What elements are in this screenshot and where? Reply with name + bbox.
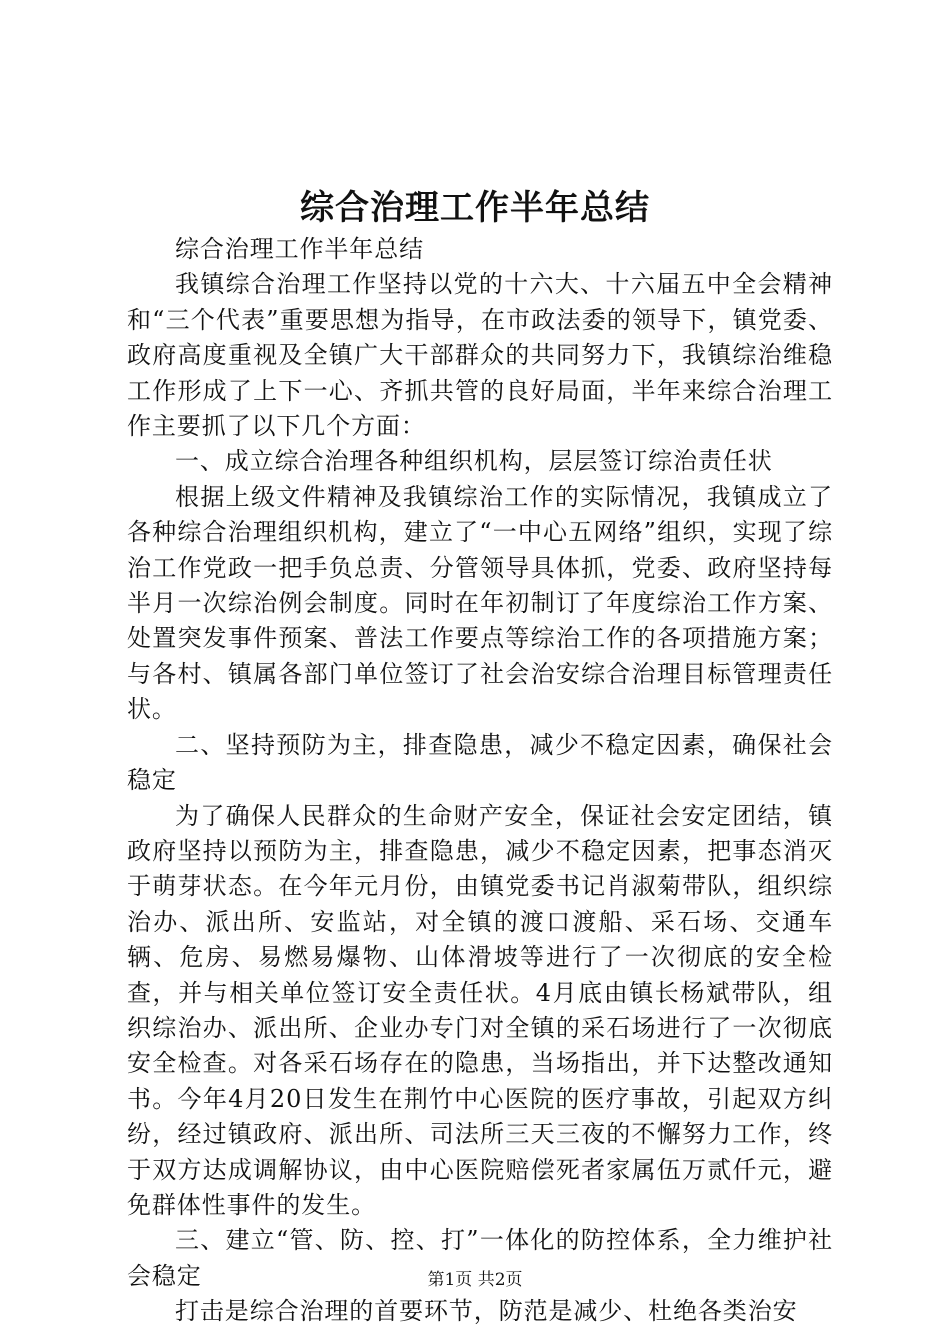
intro-paragraph: 我镇综合治理工作坚持以党的十六大、十六届五中全会精神和“三个代表”重要思想为指导，在市政法委的领导下，镇党委、政府高度重视及全镇广大干部群众的共同努力下，我镇综治维稳工作形成了上下一心、齐抓共管的良好局面，半年来综合治理工作主要抓了以下几个方面：: [127, 270, 833, 441]
section-heading-2: 二、坚持预防为主，排查隐患，减少不稳定因素，确保社会稳定: [127, 730, 833, 795]
section-heading-1: 一、成立综合治理各种组织机构，层层签订综治责任状: [175, 447, 773, 476]
document-title: 综合治理工作半年总结: [300, 188, 650, 228]
section-body-3: 打击是综合治理的首要环节，防范是减少、杜绝各类治安: [175, 1297, 798, 1326]
subtitle-paragraph: 综合治理工作半年总结: [175, 235, 424, 263]
document-body: [127, 232, 833, 1330]
page-number-footer: 第1页 共2页: [427, 1270, 523, 1290]
section-body-2: 为了确保人民群众的生命财产安全，保证社会安定团结，镇政府坚持以预防为主，排查隐患，减少不稳定因素，把事态消灭于萌芽状态。在今年元月份，由镇党委书记肖淑菊带队，组织综治办、派出所、安监站，对全镇的渡口渡船、采石场、交通车辆、危房、易燃易爆物、山体滑坡等进行了一次彻底的安全检查，并与相关单位签订安全责任状。4月底由镇长杨斌带队，组织综治办、派出所、企业办专门对全镇的采石场进行了一次彻底安全检查。对各采石场存在的隐患，当场指出，并下达整改通知书。今年4月20日发生在荆竹中心医院的医疗事故，引起双方纠纷，经过镇政府、派出所、司法所三天三夜的不懈努力工作，终于双方达成调解协议，由中心医院赔偿死者家属伍万贰仟元，避免群体性事件的发生。: [127, 801, 833, 1219]
section-heading-3: 三、建立“管、防、控、打”一体化的防控体系，全力维护社会稳定: [127, 1226, 833, 1290]
section-body-1: 根据上级文件精神及我镇综治工作的实际情况，我镇成立了各种综合治理组织机构，建立了“一中心五网络”组织，实现了综治工作党政一把手负总责、分管领导具体抓，党委、政府坚持每半月一次综治例会制度。同时在年初制订了年度综治工作方案、处置突发事件预案、普法工作要点等综治工作的各项措施方案；与各村、镇属各部门单位签订了社会治安综合治理目标管理责任状。: [127, 482, 833, 724]
